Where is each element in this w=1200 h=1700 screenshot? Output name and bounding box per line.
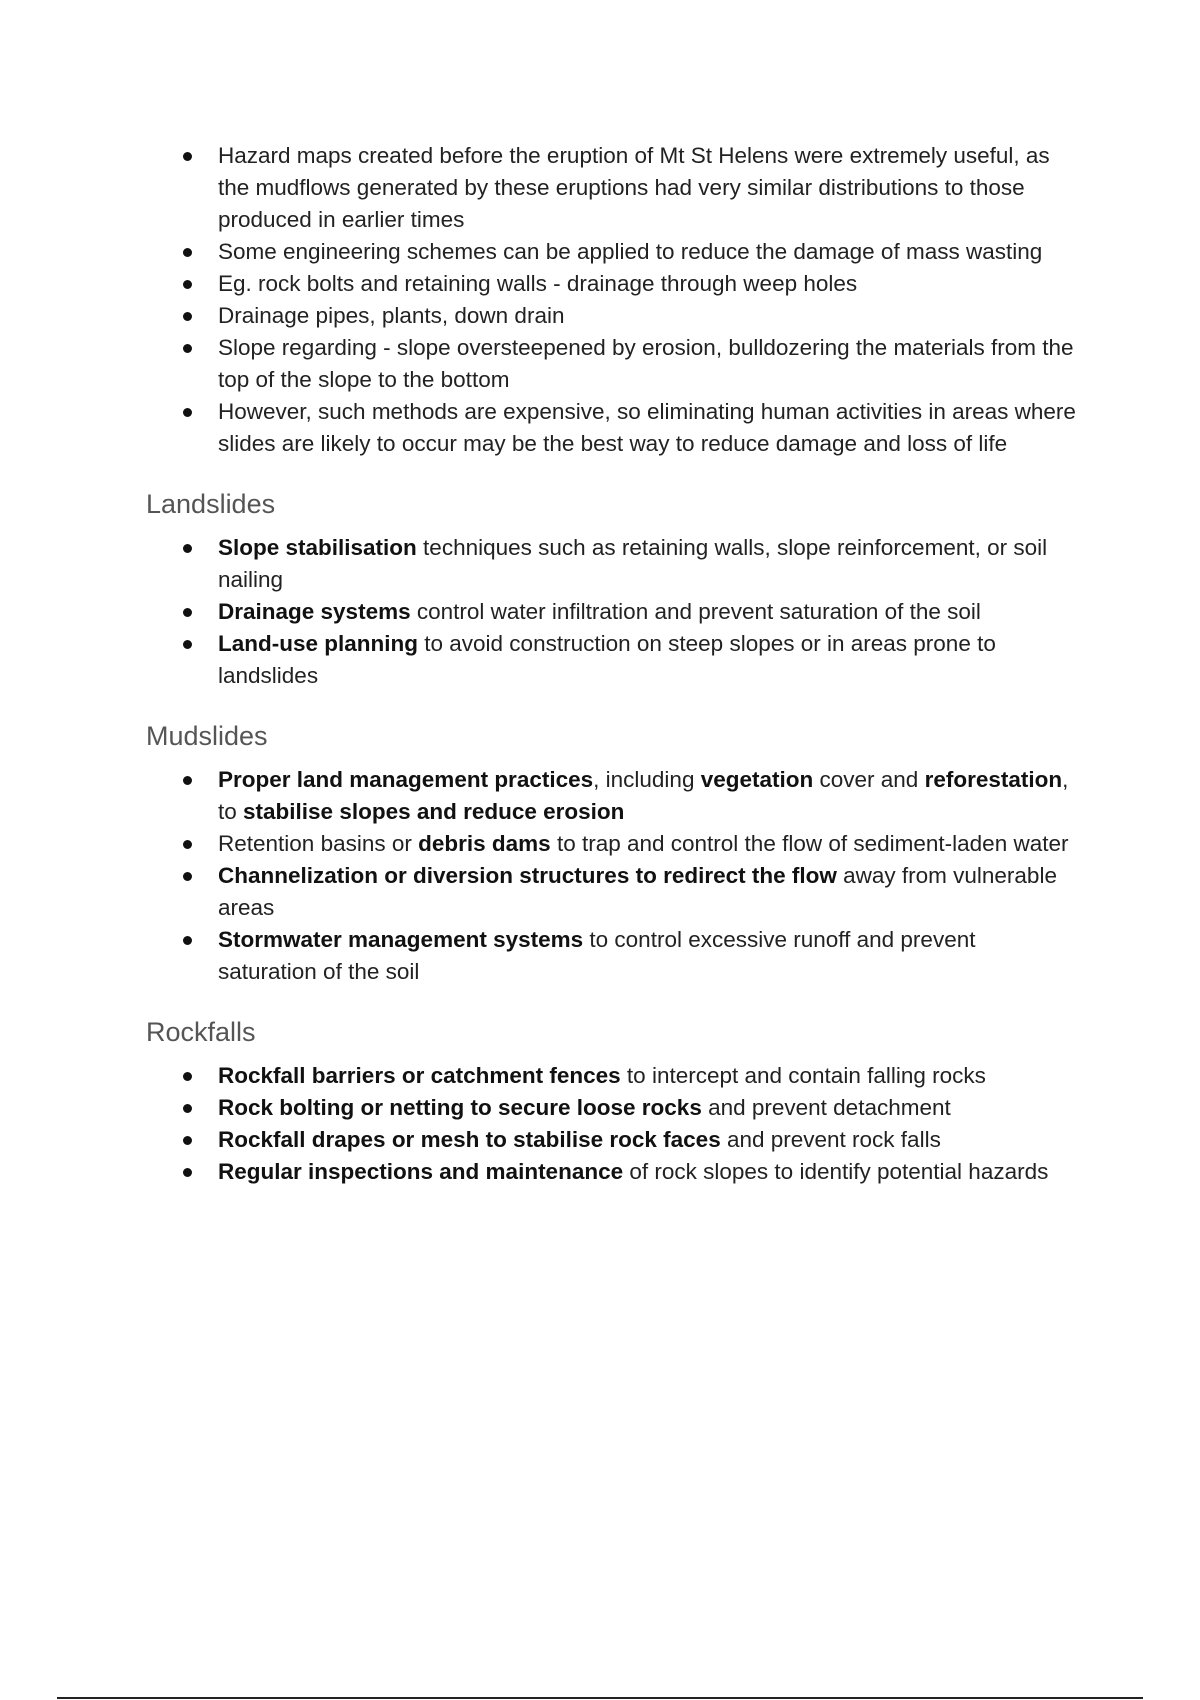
item-text: techniques such as retaining walls, slope reinforcement, or soil nailing [218,535,1048,592]
page-bottom-divider [57,1697,1143,1699]
list-item [218,1092,1076,1124]
bold-term: Rockfall drapes or mesh to stabilise rock faces [218,1127,721,1152]
item-text: and prevent detachment [701,1095,951,1120]
item-text: of rock slopes to identify potential hazards [623,1159,1049,1184]
item-text: , including [593,767,701,792]
mudslides-bullet-list [146,764,1076,988]
list-item: Hazard maps created before the eruption of Mt St Helens were extremely useful, as the mudflows generated by these eruptions had very similar distributions to those produced in earlier times [218,140,1076,236]
document-content [146,140,1076,1188]
list-item [218,860,1076,924]
bold-term: Rockfall barriers or catchment fences [218,1063,621,1088]
mudslides-heading: Mudslides [146,721,268,751]
bold-term: debris dams [418,831,551,856]
item-text: Retention basins or [218,831,419,856]
list-item: Slope regarding - slope oversteepened by erosion, bulldozering the materials from the top of the slope to the bottom [218,332,1076,396]
list-item: However, such methods are expensive, so eliminating human activities in areas where slides are likely to occur may be the best way to reduce damage and loss of life [218,396,1076,460]
item-text: away from vulnerable areas [218,863,1057,920]
list-item [218,532,1076,596]
item-text: to control excessive runoff and prevent saturation of the soil [218,927,976,984]
bold-term: stabilise slopes and reduce erosion [243,799,625,824]
list-item: Eg. rock bolts and retaining walls - drainage through weep holes [218,268,1076,300]
bold-term: Proper land management practices [218,767,594,792]
landslides-heading: Landslides [146,489,276,519]
list-item [218,1124,1076,1156]
rockfalls-bullet-list [146,1060,1076,1188]
landslides-bullet-list [146,532,1076,692]
bold-term: Drainage systems [218,599,411,624]
item-text: , to [218,767,1069,824]
item-text: control water infiltration and prevent saturation of the soil [410,599,981,624]
list-item [218,828,1076,860]
rockfalls-heading: Rockfalls [146,1017,256,1047]
list-item: Drainage pipes, plants, down drain [218,300,1076,332]
list-item [218,1060,1076,1092]
bold-term: vegetation [700,767,814,792]
list-item [218,924,1076,988]
list-item [218,764,1076,828]
item-text: to intercept and contain falling rocks [620,1063,986,1088]
bold-term: Slope stabilisation [218,535,417,560]
list-item [218,628,1076,692]
intro-bullet-list [146,140,1076,460]
list-item [218,1156,1076,1188]
list-item [218,596,1076,628]
item-text: to trap and control the flow of sediment-laden water [550,831,1069,856]
bold-term: reforestation [924,767,1063,792]
item-text: and prevent rock falls [720,1127,941,1152]
bold-term: Land-use planning [218,631,418,656]
item-text: to avoid construction on steep slopes or in areas prone to landslides [218,631,996,688]
item-text: cover and [813,767,925,792]
bold-term: Rock bolting or netting to secure loose rocks [218,1095,702,1120]
bold-term: Regular inspections and maintenance [218,1159,624,1184]
bold-term: Stormwater management systems [218,927,584,952]
bold-term: Channelization or diversion structures to redirect the flow [218,863,837,888]
list-item: Some engineering schemes can be applied to reduce the damage of mass wasting [218,236,1076,268]
